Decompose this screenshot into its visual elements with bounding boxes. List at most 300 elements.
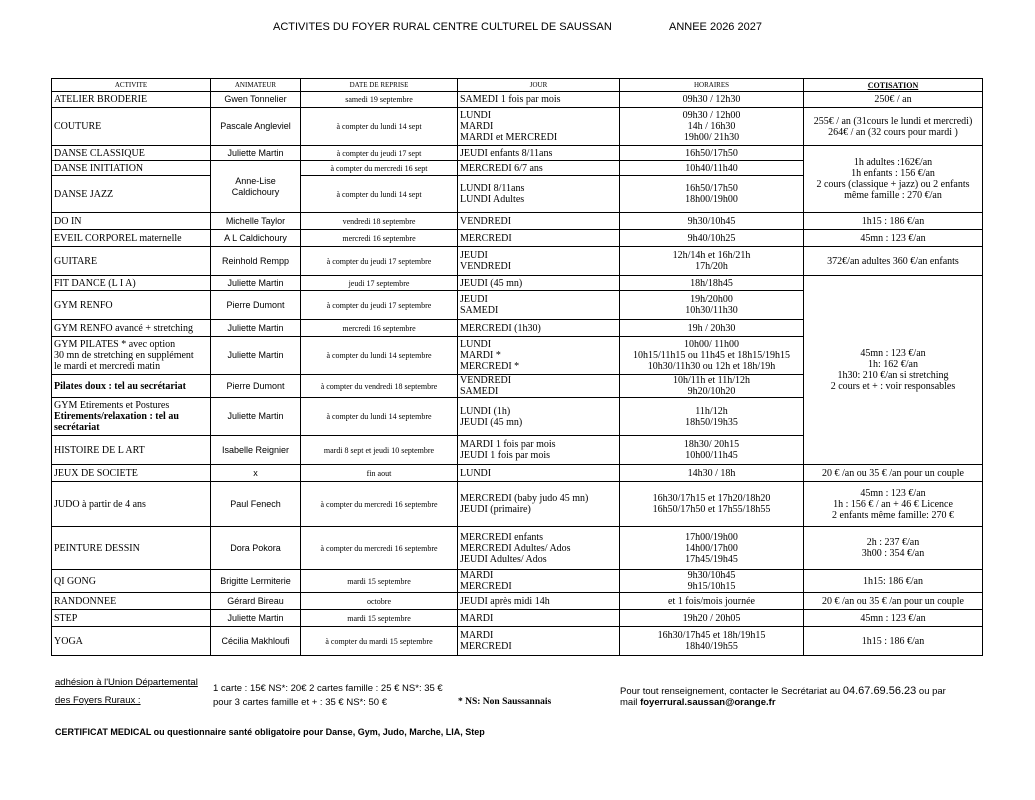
reprise-text: mardi 15 septembre bbox=[347, 576, 411, 586]
reprise-cell bbox=[301, 375, 458, 398]
cotisation-text: 1h enfants : 156 €/an bbox=[851, 168, 935, 179]
cotisation-text: 20 € /an ou 35 € /an pour un couple bbox=[822, 595, 964, 607]
horaires-cell bbox=[620, 320, 804, 337]
animateur-cell bbox=[211, 570, 301, 593]
reprise-text: à compter du jeudi 17 sept bbox=[336, 148, 422, 158]
horaires-cell bbox=[620, 213, 804, 230]
cotisation-text: 2 cours et + : voir responsables bbox=[830, 381, 956, 392]
cotisation-text: 45mn : 123 €/an bbox=[860, 612, 926, 624]
reprise-cell bbox=[301, 436, 458, 465]
horaires-text: 10h15/11h15 ou 11h45 et 18h15/19h15 bbox=[632, 350, 791, 361]
horaires-text: 10h00/ 11h00 bbox=[684, 339, 739, 350]
cotisation-cell bbox=[804, 482, 983, 527]
animateur-text: Anne-Lise bbox=[235, 175, 276, 186]
jour-text: MARDI bbox=[460, 570, 494, 581]
animateur-text: Isabelle Reignier bbox=[221, 444, 290, 455]
reprise-text: jeudi 17 septembre bbox=[348, 278, 410, 288]
horaires-text: 10h30/11h30 ou 12h et 18h/19h bbox=[647, 361, 776, 372]
jour-text: VENDREDI bbox=[460, 375, 512, 386]
cotisation-text: 1h : 156 € / an + 46 € Licence bbox=[833, 498, 953, 510]
activity-text: GYM Etirements et Postures bbox=[54, 400, 170, 411]
cotisation-text: 1h15 : 186 €/an bbox=[861, 635, 925, 647]
horaires-cell bbox=[620, 291, 804, 320]
activity-text: Pilates doux : tel au secrétariat bbox=[54, 380, 186, 392]
horaires-cell bbox=[620, 610, 804, 627]
horaires-text: 19h/20h00 bbox=[690, 294, 733, 305]
activity-text: GYM RENFO bbox=[54, 299, 113, 311]
activity-cell bbox=[52, 398, 211, 436]
jour-text: JEUDI enfants 8/11ans bbox=[460, 147, 553, 159]
activity-text: 30 mn de stretching en supplément bbox=[54, 350, 194, 361]
jour-cell bbox=[458, 436, 620, 465]
animateur-text: Juliette Martin bbox=[227, 612, 284, 623]
jour-text: JEUDI (primaire) bbox=[460, 504, 531, 515]
cotisation-cell bbox=[804, 108, 983, 146]
horaires-cell bbox=[620, 108, 804, 146]
horaires-text: 18h40/19h55 bbox=[685, 641, 738, 652]
reprise-cell bbox=[301, 92, 458, 108]
phone-number: 04.67.69.56.23 bbox=[842, 685, 917, 697]
activity-text: ATELIER BRODERIE bbox=[54, 94, 148, 105]
animateur-text: Juliette Martin bbox=[227, 147, 284, 158]
animateur-text: Reinhold Rempp bbox=[221, 255, 290, 266]
activity-text: PEINTURE DESSIN bbox=[54, 542, 140, 554]
col-header-activite: ACTIVITE bbox=[52, 79, 211, 92]
jour-cell bbox=[458, 108, 620, 146]
animateur-cell bbox=[211, 161, 301, 213]
activities-table bbox=[51, 78, 983, 656]
activity-text: FIT DANCE (L I A) bbox=[54, 277, 136, 289]
jour-text: MERCREDI * bbox=[460, 361, 520, 372]
horaires-text: 14h / 16h30 bbox=[687, 121, 736, 132]
horaires-text: 18h/18h45 bbox=[690, 277, 733, 289]
cotisation-text: 20 € /an ou 35 € /an pour un couple bbox=[822, 467, 964, 479]
jour-text: LUNDI bbox=[460, 110, 492, 121]
document-title: ACTIVITES DU FOYER RURAL CENTRE CULTUREL DE SAUSSAN bbox=[273, 21, 612, 33]
reprise-text: à compter du vendredi 18 septembre bbox=[320, 381, 438, 391]
animateur-text: Paul Fenech bbox=[230, 498, 281, 509]
table-row bbox=[52, 108, 983, 146]
activity-cell bbox=[52, 593, 211, 610]
cotisation-text: 250€ / an bbox=[874, 94, 912, 105]
animateur-text: Gwen Tonnelier bbox=[224, 94, 287, 104]
jour-cell bbox=[458, 627, 620, 656]
reprise-cell bbox=[301, 320, 458, 337]
animateur-text: Caldichoury bbox=[231, 186, 280, 197]
activity-cell bbox=[52, 610, 211, 627]
horaires-text: 14h30 / 18h bbox=[687, 467, 736, 479]
adhesion-tarif-line1: 1 carte : 15€ NS*: 20€ 2 cartes famille : 25 € NS*: 35 € bbox=[213, 683, 443, 694]
reprise-cell bbox=[301, 108, 458, 146]
horaires-cell bbox=[620, 627, 804, 656]
animateur-cell bbox=[211, 276, 301, 291]
cotisation-cell bbox=[804, 92, 983, 108]
horaires-cell bbox=[620, 230, 804, 247]
cotisation-text: 2 cours (classique + jazz) ou 2 enfants bbox=[816, 179, 970, 190]
animateur-cell bbox=[211, 320, 301, 337]
animateur-cell bbox=[211, 482, 301, 527]
horaires-text: 16h50/17h50 bbox=[685, 183, 738, 194]
cotisation-text: 1h15: 186 €/an bbox=[863, 575, 923, 587]
col-header-horaires: HORAIRES bbox=[620, 79, 804, 92]
activity-cell bbox=[52, 108, 211, 146]
jour-text: MERCREDI (1h30) bbox=[460, 322, 541, 334]
activity-text: EVEIL CORPOREL maternelle bbox=[54, 232, 182, 244]
non-saussannais-note: * NS: Non Saussannais bbox=[458, 697, 552, 707]
jour-text: LUNDI 8/11ans bbox=[460, 183, 525, 194]
jour-text: JEUDI bbox=[460, 250, 488, 261]
jour-cell bbox=[458, 398, 620, 436]
activity-cell bbox=[52, 482, 211, 527]
jour-text: SAMEDI bbox=[460, 305, 499, 316]
animateur-text: Dora Pokora bbox=[230, 542, 281, 553]
jour-text: MARDI * bbox=[460, 350, 501, 361]
reprise-text: vendredi 18 septembre bbox=[342, 216, 416, 226]
jour-cell bbox=[458, 465, 620, 482]
animateur-text: Pascale Angleviel bbox=[220, 121, 291, 131]
animateur-cell bbox=[211, 230, 301, 247]
email-link[interactable]: foyerrural.saussan@orange.fr bbox=[640, 697, 776, 708]
reprise-cell bbox=[301, 291, 458, 320]
activity-text: COUTURE bbox=[54, 121, 102, 132]
animateur-text: Cécilia Makhloufi bbox=[221, 635, 290, 646]
cotisation-cell bbox=[804, 527, 983, 570]
reprise-text: à compter du mercredi 16 sept bbox=[330, 163, 428, 173]
horaires-text: 18h00/19h00 bbox=[685, 194, 738, 205]
activity-text: DANSE CLASSIQUE bbox=[54, 147, 145, 159]
reprise-cell bbox=[301, 627, 458, 656]
animateur-cell bbox=[211, 108, 301, 146]
mail-line bbox=[620, 697, 776, 708]
jour-text: LUNDI (1h) bbox=[460, 405, 511, 417]
jour-cell bbox=[458, 337, 620, 375]
reprise-cell bbox=[301, 465, 458, 482]
reprise-cell bbox=[301, 527, 458, 570]
activity-cell bbox=[52, 436, 211, 465]
animateur-cell bbox=[211, 291, 301, 320]
cotisation-text: même famille : 270 €/an bbox=[844, 190, 942, 201]
horaires-text: 12h/14h et 16h/21h bbox=[672, 250, 751, 261]
reprise-text: à compter du mercredi 16 septembre bbox=[320, 543, 438, 553]
animateur-cell bbox=[211, 337, 301, 375]
jour-text: MERCREDI Adultes/ Ados bbox=[460, 542, 571, 554]
col-header-cotisation: COTISATION bbox=[804, 79, 983, 92]
jour-cell bbox=[458, 92, 620, 108]
reprise-text: à compter du lundi 14 septembre bbox=[326, 412, 432, 421]
reprise-text: mercredi 16 septembre bbox=[342, 233, 416, 243]
horaires-cell bbox=[620, 570, 804, 593]
activity-cell bbox=[52, 527, 211, 570]
cotisation-text: 45mn : 123 €/an bbox=[860, 487, 926, 499]
jour-text: MERCREDI bbox=[460, 232, 512, 244]
animateur-text: Gérard Bireau bbox=[227, 595, 284, 606]
animateur-cell bbox=[211, 146, 301, 161]
activity-cell bbox=[52, 161, 211, 176]
reprise-cell bbox=[301, 230, 458, 247]
horaires-text: 9h30/10h45 bbox=[687, 570, 736, 581]
cotisation-cell bbox=[804, 593, 983, 610]
horaires-cell bbox=[620, 593, 804, 610]
cotisation-text: 45mn : 123 €/an bbox=[860, 348, 926, 359]
activity-cell bbox=[52, 375, 211, 398]
animateur-text: Brigitte Lermiterie bbox=[220, 575, 291, 586]
animateur-cell bbox=[211, 610, 301, 627]
activity-text: JEUX DE SOCIETE bbox=[54, 467, 138, 479]
horaires-cell bbox=[620, 276, 804, 291]
horaires-text: 09h30 / 12h00 bbox=[682, 110, 741, 121]
table-row bbox=[52, 610, 983, 627]
jour-text: JEUDI (45 mn) bbox=[460, 277, 523, 289]
cotisation-text: 1h: 162 €/an bbox=[868, 359, 918, 370]
horaires-cell bbox=[620, 375, 804, 398]
jour-text: JEUDI (45 mn) bbox=[460, 416, 523, 428]
jour-text: MERCREDI bbox=[460, 581, 512, 592]
jour-cell bbox=[458, 213, 620, 230]
jour-text: VENDREDI bbox=[460, 261, 512, 272]
animateur-cell bbox=[211, 593, 301, 610]
activity-cell bbox=[52, 247, 211, 276]
cotisation-cell bbox=[804, 627, 983, 656]
horaires-cell bbox=[620, 337, 804, 375]
horaires-text: 19h00/ 21h30 bbox=[683, 132, 740, 143]
reprise-cell bbox=[301, 161, 458, 176]
cotisation-text: 2h : 237 €/an bbox=[866, 537, 920, 548]
table-row bbox=[52, 482, 983, 527]
cotisation-cell bbox=[804, 610, 983, 627]
jour-text: LUNDI bbox=[460, 339, 492, 350]
activity-text: HISTOIRE DE L ART bbox=[54, 444, 145, 456]
horaires-text: 17h/20h bbox=[695, 261, 728, 272]
horaires-text: 9h20/10h20 bbox=[687, 386, 736, 397]
jour-cell bbox=[458, 570, 620, 593]
cotisation-cell bbox=[804, 230, 983, 247]
contact-tail: ou par bbox=[916, 686, 946, 697]
activity-cell bbox=[52, 570, 211, 593]
header-row bbox=[52, 79, 983, 92]
horaires-text: 19h / 20h30 bbox=[687, 322, 736, 334]
adhesion-tarif-line2: pour 3 cartes famille et + : 35 € NS*: 50 € bbox=[213, 697, 387, 708]
cotisation-cell bbox=[804, 213, 983, 230]
animateur-cell bbox=[211, 398, 301, 436]
reprise-cell bbox=[301, 398, 458, 436]
jour-cell bbox=[458, 320, 620, 337]
horaires-text: 18h50/19h35 bbox=[685, 416, 738, 428]
horaires-text: 9h15/10h15 bbox=[687, 581, 736, 592]
season-year: ANNEE 2026 2027 bbox=[669, 21, 762, 33]
activity-cell bbox=[52, 276, 211, 291]
table-row bbox=[52, 247, 983, 276]
jour-text: LUNDI bbox=[460, 467, 492, 479]
cotisation-text: 3h00 : 354 €/an bbox=[861, 548, 925, 559]
activity-text: secrétariat bbox=[54, 422, 100, 433]
activity-cell bbox=[52, 291, 211, 320]
horaires-text: 16h30/17h45 et 18h/19h15 bbox=[657, 630, 766, 641]
reprise-text: mercredi 16 septembre bbox=[342, 323, 416, 333]
table-row bbox=[52, 465, 983, 482]
medical-certificate-note: CERTIFICAT MEDICAL ou questionnaire santé obligatoire pour Danse, Gym, Judo, Marche, LIA, Step bbox=[55, 727, 485, 737]
reprise-text: à compter du mercredi 16 septembre bbox=[320, 499, 438, 509]
activity-text: GUITARE bbox=[54, 255, 98, 267]
cotisation-text: 1h adultes :162€/an bbox=[853, 157, 933, 168]
animateur-text: Pierre Dumont bbox=[226, 299, 285, 310]
activity-cell bbox=[52, 92, 211, 108]
animateur-text: Michelle Taylor bbox=[225, 215, 286, 226]
jour-text: MERCREDI bbox=[460, 641, 512, 652]
animateur-text: Juliette Martin bbox=[227, 411, 284, 421]
jour-cell bbox=[458, 276, 620, 291]
reprise-cell bbox=[301, 482, 458, 527]
table-row bbox=[52, 527, 983, 570]
animateur-cell bbox=[211, 465, 301, 482]
cotisation-cell bbox=[804, 465, 983, 482]
activity-text: RANDONNEE bbox=[54, 595, 117, 607]
jour-text: JEUDI bbox=[460, 294, 488, 305]
horaires-text: 18h30/ 20h15 bbox=[683, 439, 740, 450]
horaires-cell bbox=[620, 436, 804, 465]
activity-cell bbox=[52, 213, 211, 230]
activity-text: DANSE INITIATION bbox=[54, 162, 144, 174]
activity-text: DO IN bbox=[54, 215, 82, 227]
table-row bbox=[52, 570, 983, 593]
horaires-text: 10h30/11h30 bbox=[685, 305, 738, 316]
jour-cell bbox=[458, 291, 620, 320]
reprise-cell bbox=[301, 570, 458, 593]
activity-cell bbox=[52, 337, 211, 375]
jour-text: MERCREDI 6/7 ans bbox=[460, 162, 543, 174]
horaires-cell bbox=[620, 465, 804, 482]
reprise-cell bbox=[301, 337, 458, 375]
table-row bbox=[52, 276, 983, 291]
horaires-text: 10h/11h et 11h/12h bbox=[672, 375, 751, 386]
horaires-text: et 1 fois/mois journée bbox=[668, 595, 755, 607]
jour-text: MARDI 1 fois par mois bbox=[460, 439, 556, 450]
horaires-text: 09h30 / 12h30 bbox=[682, 94, 741, 105]
jour-cell bbox=[458, 593, 620, 610]
reprise-cell bbox=[301, 146, 458, 161]
jour-text: JEUDI 1 fois par mois bbox=[460, 450, 550, 461]
animateur-text: Juliette Martin bbox=[227, 322, 284, 333]
cotisation-text: 255€ / an (31cours le lundi et mercredi) bbox=[813, 115, 973, 127]
cotisation-text: 1h15 : 186 €/an bbox=[861, 215, 925, 227]
mail-prefix: mail bbox=[620, 697, 641, 708]
reprise-text: à compter du jeudi 17 septembre bbox=[326, 300, 432, 310]
horaires-text: 10h40/11h40 bbox=[685, 162, 738, 174]
jour-cell bbox=[458, 230, 620, 247]
horaires-text: 9h30/10h45 bbox=[687, 215, 736, 227]
reprise-text: samedi 19 septembre bbox=[345, 95, 413, 104]
reprise-cell bbox=[301, 610, 458, 627]
jour-cell bbox=[458, 610, 620, 627]
reprise-cell bbox=[301, 213, 458, 230]
reprise-text: à compter du lundi 14 septembre bbox=[326, 351, 432, 360]
animateur-cell bbox=[211, 527, 301, 570]
horaires-text: 19h20 / 20h05 bbox=[682, 612, 741, 624]
activity-cell bbox=[52, 320, 211, 337]
activity-cell bbox=[52, 176, 211, 213]
cotisation-text: 45mn : 123 €/an bbox=[860, 232, 926, 244]
reprise-text: à compter du lundi 14 sept bbox=[336, 189, 422, 199]
horaires-cell bbox=[620, 527, 804, 570]
reprise-text: mardi 8 sept et jeudi 10 septembre bbox=[323, 445, 435, 455]
cotisation-cell bbox=[804, 146, 983, 213]
cotisation-cell bbox=[804, 276, 983, 465]
animateur-text: Juliette Martin bbox=[227, 277, 284, 288]
jour-text: MERCREDI (baby judo 45 mn) bbox=[460, 493, 589, 504]
horaires-text: 9h40/10h25 bbox=[687, 232, 736, 244]
reprise-text: à compter du mardi 15 septembre bbox=[325, 636, 433, 646]
adhesion-label-line2: des Foyers Ruraux : bbox=[55, 695, 141, 706]
activity-cell bbox=[52, 627, 211, 656]
animateur-cell bbox=[211, 627, 301, 656]
reprise-cell bbox=[301, 247, 458, 276]
activity-text: STEP bbox=[54, 612, 78, 624]
jour-cell bbox=[458, 375, 620, 398]
reprise-text: mardi 15 septembre bbox=[347, 613, 411, 623]
cotisation-text: 1h30: 210 €/an si stretching bbox=[837, 370, 949, 381]
animateur-cell bbox=[211, 92, 301, 108]
horaires-text: 16h30/17h15 et 17h20/18h20 bbox=[652, 493, 771, 504]
jour-text: MERCREDI enfants bbox=[460, 531, 544, 543]
reprise-cell bbox=[301, 276, 458, 291]
jour-text: VENDREDI bbox=[460, 215, 512, 227]
adhesion-label-line1: adhésion à l'Union Départemental bbox=[55, 677, 198, 688]
cotisation-text: 372€/an adultes 360 €/an enfants bbox=[827, 255, 959, 267]
jour-text: JEUDI après midi 14h bbox=[460, 595, 550, 607]
table-row bbox=[52, 213, 983, 230]
jour-text: MARDI bbox=[460, 612, 494, 624]
horaires-text: 17h45/19h45 bbox=[685, 553, 738, 565]
animateur-cell bbox=[211, 247, 301, 276]
activity-cell bbox=[52, 465, 211, 482]
activity-text: QI GONG bbox=[54, 575, 96, 587]
animateur-text: x bbox=[253, 467, 258, 478]
horaires-text: 16h50/17h50 et 17h55/18h55 bbox=[652, 504, 771, 515]
animateur-text: A L Caldichoury bbox=[224, 232, 287, 243]
horaires-text: 16h50/17h50 bbox=[685, 147, 738, 159]
horaires-text: 14h00/17h00 bbox=[685, 542, 738, 554]
animateur-cell bbox=[211, 213, 301, 230]
reprise-cell bbox=[301, 176, 458, 213]
activity-cell bbox=[52, 230, 211, 247]
jour-cell bbox=[458, 176, 620, 213]
cotisation-text: 264€ / an (32 cours pour mardi ) bbox=[828, 126, 958, 138]
cotisation-cell bbox=[804, 570, 983, 593]
table-row bbox=[52, 92, 983, 108]
horaires-cell bbox=[620, 247, 804, 276]
col-header-jour: JOUR bbox=[458, 79, 620, 92]
horaires-cell bbox=[620, 161, 804, 176]
reprise-text: octobre bbox=[367, 596, 391, 606]
jour-cell bbox=[458, 247, 620, 276]
jour-text: SAMEDI 1 fois par mois bbox=[460, 94, 561, 105]
horaires-cell bbox=[620, 176, 804, 213]
horaires-cell bbox=[620, 482, 804, 527]
jour-cell bbox=[458, 527, 620, 570]
table-row bbox=[52, 230, 983, 247]
reprise-text: à compter du lundi 14 sept bbox=[336, 122, 422, 131]
activity-text: DANSE JAZZ bbox=[54, 188, 114, 200]
cotisation-text: 2 enfants même famille: 270 € bbox=[832, 509, 954, 521]
reprise-cell bbox=[301, 593, 458, 610]
table-row bbox=[52, 593, 983, 610]
activity-text: GYM PILATES * avec option bbox=[54, 339, 176, 350]
col-header-reprise: DATE DE REPRISE bbox=[301, 79, 458, 92]
activity-text: GYM RENFO avancé + stretching bbox=[54, 322, 193, 334]
col-header-animateur: ANIMATEUR bbox=[211, 79, 301, 92]
animateur-cell bbox=[211, 375, 301, 398]
animateur-cell bbox=[211, 436, 301, 465]
jour-text: JEUDI Adultes/ Ados bbox=[460, 553, 547, 565]
